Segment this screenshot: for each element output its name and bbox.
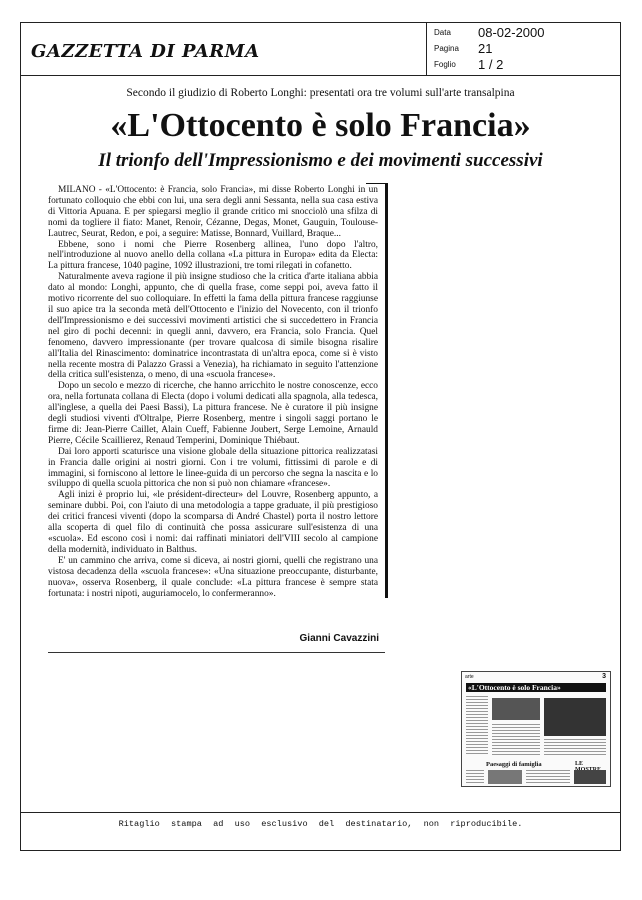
article-body xyxy=(48,185,378,599)
meta-value-page: 21 xyxy=(478,41,493,56)
article-paragraph: Agli inizi è proprio lui, «le président-directeur» del Louvre, Rosenberg appunto, a seminare dubbi. Poi, con l'aiuto di una metodologia a tappe graduate, il più prestigioso dei critici francesi viventi (dopo la scomparsa di André Chastel) porta il nostro lettore alla scoperta di quel filo di continuità che possa assicurare sull'esistenza di una «scuola». Ed escono così i nomi: dai raffinati miniatori dell'VIII secolo al campione della modernità, individuato in Balthus. xyxy=(48,490,378,555)
meta-value-date: 08-02-2000 xyxy=(478,25,545,40)
thumbnail-headline: «L'Ottocento è solo Francia» xyxy=(466,683,606,692)
thumbnail-text-column xyxy=(466,696,488,756)
meta-row-sheet xyxy=(427,57,621,74)
meta-value-sheet: 1 / 2 xyxy=(478,57,504,72)
article-kicker: Secondo il giudizio di Roberto Longhi: presentati ora tre volumi sull'arte transalpina xyxy=(126,87,515,99)
meta-label-sheet: Foglio xyxy=(434,60,456,69)
meta-label-date: Data xyxy=(434,28,451,37)
thumbnail-picture xyxy=(488,770,522,784)
footer-rule xyxy=(21,812,620,813)
article-paragraph: E' un cammino che arriva, come si diceva, ai nostri giorni, quelli che registrano una vistosa decadenza della «scuola francese»: «Una situazione preoccupante, disturbante, nuova», osserva Rosenberg, il quale conclude: «La pittura francese è sempre stata fortunata: i nostri nipoti, auguriamocelo, lo confermeranno». xyxy=(48,555,378,599)
reproduction-notice: Ritaglio stampa ad uso esclusivo del destinatario, non riproducibile. xyxy=(118,819,523,829)
article-paragraph: MILANO - «L'Ottocento: è Francia, solo Francia», mi disse Roberto Longhi in un fortunato colloquio che ebbi con lui, una sera degli anni Sessanta, nella sua casa estiva di Vittoria Apuana. E per spiegarsi meglio il grande critico mi snocciolò una sfilza di nomi da togliere il fiato: Manet, Renoir, Cézanne, Degas, Monet, Gauguin, Toulouse-Lautrec, Seurat, Redon, e poi, a seguire: Matisse, Bonnard, Vuillard, Braque... xyxy=(48,185,378,239)
thumbnail-text-column xyxy=(544,739,606,757)
clipping-header xyxy=(21,23,620,76)
thumbnail-section-tag: arte xyxy=(465,674,474,680)
article-paragraph: Ebbene, sono i nomi che Pierre Rosenberg allinea, l'uno dopo l'altro, nell'introduzione al nuovo anello della collana «La pittura in Europa» edita da Electa: La pittura francese, 1040 pagine, 1092 illustrazioni, tre tomi rilegati in cofanetto. xyxy=(48,239,378,272)
thumbnail-section-title: Paesaggi di famiglia xyxy=(486,761,542,768)
page-thumbnail xyxy=(461,671,611,787)
clipping-meta-box xyxy=(426,23,621,75)
article-headline: «L'Ottocento è solo Francia» xyxy=(110,107,531,144)
thumbnail-picture xyxy=(574,770,606,784)
thumbnail-picture xyxy=(492,698,540,720)
article-bottom-rule xyxy=(48,652,385,653)
column-rule xyxy=(385,183,388,598)
thumbnail-text-column xyxy=(526,770,570,784)
article-paragraph: Naturalmente aveva ragione il più insigne studioso che la critica d'arte italiana abbia dato al mondo: Longhi, appunto, che di quella frase, come seppi poi, aveva fatto il motivo ricorrente del suo colloquiare. In effetti la fama della pittura francese raggiunse il suo apice tra la seconda metà dell'Ottocento e l'inizio del Novecento, con il trionfo dell'Impressionismo e dei successivi movimenti artistici che si succedettero in Francia nel giro di pochi decenni: in quegli anni, davvero, era Francia, solo Francia. Quel fenomeno, davvero impressionante (per trovare qualcosa di simile bisogna risalire all'Italia del Rinascimento: dominatrice incontrastata di un'altra epoca, come si è visto nella recente mostra di Palazzo Grassi a Venezia), ha richiamato in seguito l'attenzione della critica sull'esistenza, o meno, di una «scuola francese». xyxy=(48,272,378,381)
thumbnail-picture xyxy=(544,698,606,736)
meta-row-page xyxy=(427,41,621,58)
article-byline: Gianni Cavazzini xyxy=(299,633,379,644)
thumbnail-text-column xyxy=(466,770,484,784)
article-subheadline: Il trionfo dell'Impressionismo e dei movimenti successivi xyxy=(98,150,543,171)
newspaper-masthead: GAZZETTA DI PARMA xyxy=(31,41,260,62)
thumbnail-page-number: 3 xyxy=(602,673,606,680)
thumbnail-section-title: LE xyxy=(575,761,584,767)
clipping-page xyxy=(20,22,621,851)
meta-label-page: Pagina xyxy=(434,44,459,53)
meta-row-date xyxy=(427,25,621,42)
article-paragraph: Dopo un secolo e mezzo di ricerche, che hanno arricchito le nostre conoscenze, ecco ora, nella fortunata collana di Electa (dopo i volumi dedicati alla spagnola, alla tedesca, all'inglese, a quella dei Paesi Bassi), La pittura francese. Ne è curatore il più insigne degli studiosi viventi d'Oltralpe, Pierre Rosenberg, mentre i singoli saggi portano le firme di: Jean-Pierre Caillet, Alain Cueff, Fabienne Joubert, Serge Lemoine, Arnauld Pierre, Cécile Scaillierez, Renaud Temperini, Dominique Thiébaut. xyxy=(48,381,378,446)
article-paragraph: Dai loro apporti scaturisce una visione globale della situazione pittorica realizzatasi in Francia dalle origini ai nostri giorni. Con i tre volumi, fittissimi di parole e di immagini, si forniscono al lettore le linee-guida di un percorso che segna la nascita e lo sviluppo di quella scuola pittorica che non si può non chiamare «francese». xyxy=(48,446,378,490)
thumbnail-text-column xyxy=(492,724,540,756)
